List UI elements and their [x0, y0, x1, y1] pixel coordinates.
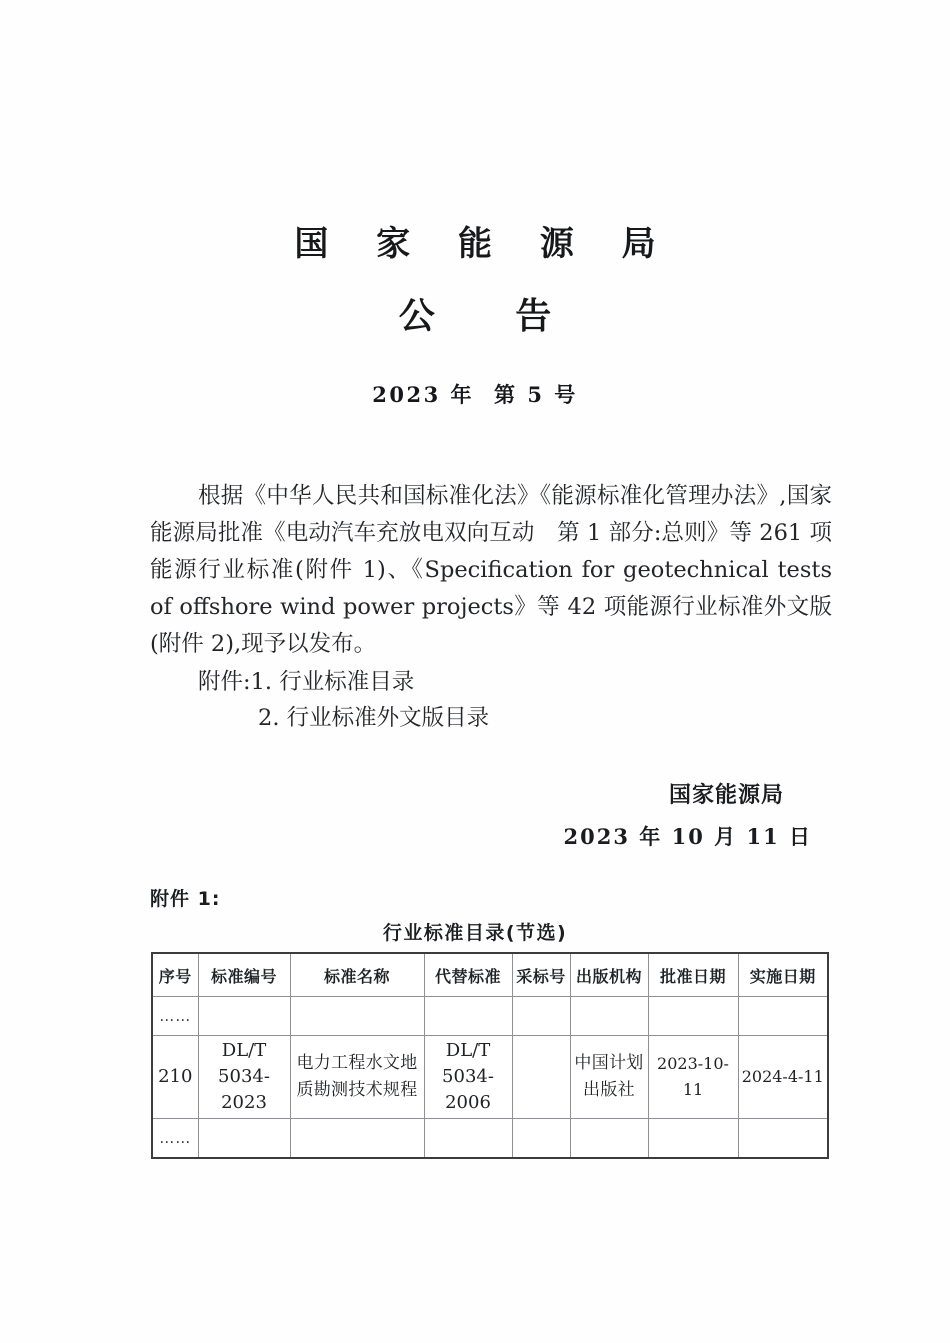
- table-row: [152, 1119, 828, 1159]
- document-number-serial: 第 5 号: [494, 382, 578, 408]
- signature-organization: 国家能源局: [668, 783, 784, 808]
- cell-approval-date: 2023-10-11: [648, 1036, 738, 1119]
- column-header-approval-date: 批准日期: [648, 953, 738, 997]
- announcement-paragraph: 根据《中华人民共和国标准化法》《能源标准化管理办法》,国家能源局批准《电动汽车充放电双向互动 第 1 部分:总则》等 261 项能源行业标准(附件 1)、《Specification for geotechnical tests of offshore wind power projects》等 42 项能源行业标准外文版(附件 2),现予以发布。: [150, 483, 832, 657]
- empty-cell: [290, 997, 424, 1036]
- empty-cell: [198, 997, 290, 1036]
- standard-code-line-2: 5034-2023: [218, 1066, 270, 1113]
- document-type-title: 公 告: [398, 296, 586, 338]
- empty-cell: [424, 1119, 512, 1159]
- empty-cell: [424, 997, 512, 1036]
- column-header-sequence: 序号: [152, 953, 198, 997]
- attachment-1-label: 附件 1:: [150, 888, 221, 910]
- table-header-row: [152, 953, 828, 997]
- empty-cell: [738, 997, 828, 1036]
- empty-cell: [648, 1119, 738, 1159]
- empty-cell: [290, 1119, 424, 1159]
- ellipsis-cell-bottom: ……: [152, 1119, 198, 1159]
- cell-standard-name: [290, 1036, 424, 1119]
- document-number-year: 2023 年: [372, 382, 475, 408]
- publisher-line-2: 出版社: [583, 1080, 635, 1100]
- column-header-standard-name: 标准名称: [290, 953, 424, 997]
- cell-adoption-no: [512, 1036, 570, 1119]
- attachment-reference-list: [150, 664, 832, 736]
- cell-replaces: [424, 1036, 512, 1119]
- standard-code-line-1: DL/T: [221, 1040, 267, 1061]
- attachment-reference-item-2: 2. 行业标准外文版目录: [258, 705, 490, 731]
- column-header-impl-date: 实施日期: [738, 953, 828, 997]
- ellipsis-cell-top: ……: [152, 997, 198, 1036]
- column-header-replaces: 代替标准: [424, 953, 512, 997]
- cell-standard-code: [198, 1036, 290, 1119]
- announcement-body: [150, 478, 832, 663]
- empty-cell: [738, 1119, 828, 1159]
- standard-name-line-1: 电力工程水文地: [296, 1053, 418, 1073]
- attachment-reference-item-1: 附件:1. 行业标准目录: [198, 669, 415, 695]
- column-header-adoption-no: 采标号: [512, 953, 570, 997]
- empty-cell: [198, 1119, 290, 1159]
- column-header-publisher: 出版机构: [570, 953, 648, 997]
- empty-cell: [648, 997, 738, 1036]
- table-row: [152, 997, 828, 1036]
- standards-table-caption: 行业标准目录(节选): [382, 922, 568, 944]
- table-row: [152, 1036, 828, 1119]
- empty-cell: [512, 997, 570, 1036]
- empty-cell: [570, 997, 648, 1036]
- empty-cell: [512, 1119, 570, 1159]
- publisher-line-1: 中国计划: [574, 1053, 644, 1073]
- standards-table: [151, 952, 829, 1159]
- empty-cell: [570, 1119, 648, 1159]
- standards-table-container: [151, 952, 827, 1159]
- signature-block: [150, 778, 832, 851]
- standard-name-line-2: 质勘测技术规程: [296, 1080, 418, 1100]
- column-header-standard-code: 标准编号: [198, 953, 290, 997]
- document-number: [0, 379, 950, 409]
- cell-publisher: [570, 1036, 648, 1119]
- replaces-line-1: DL/T: [445, 1040, 491, 1061]
- cell-implementation-date: 2024-4-11: [738, 1036, 828, 1119]
- replaces-line-2: 5034-2006: [442, 1066, 494, 1113]
- faint-scan-artifact: · · · · · ·: [605, 1300, 720, 1316]
- issuing-organization-title: 国 家 能 源 局: [294, 224, 674, 264]
- signature-date: 2023 年 10 月 11 日: [563, 824, 812, 849]
- masthead: [0, 222, 950, 409]
- cell-sequence: 210: [152, 1036, 198, 1119]
